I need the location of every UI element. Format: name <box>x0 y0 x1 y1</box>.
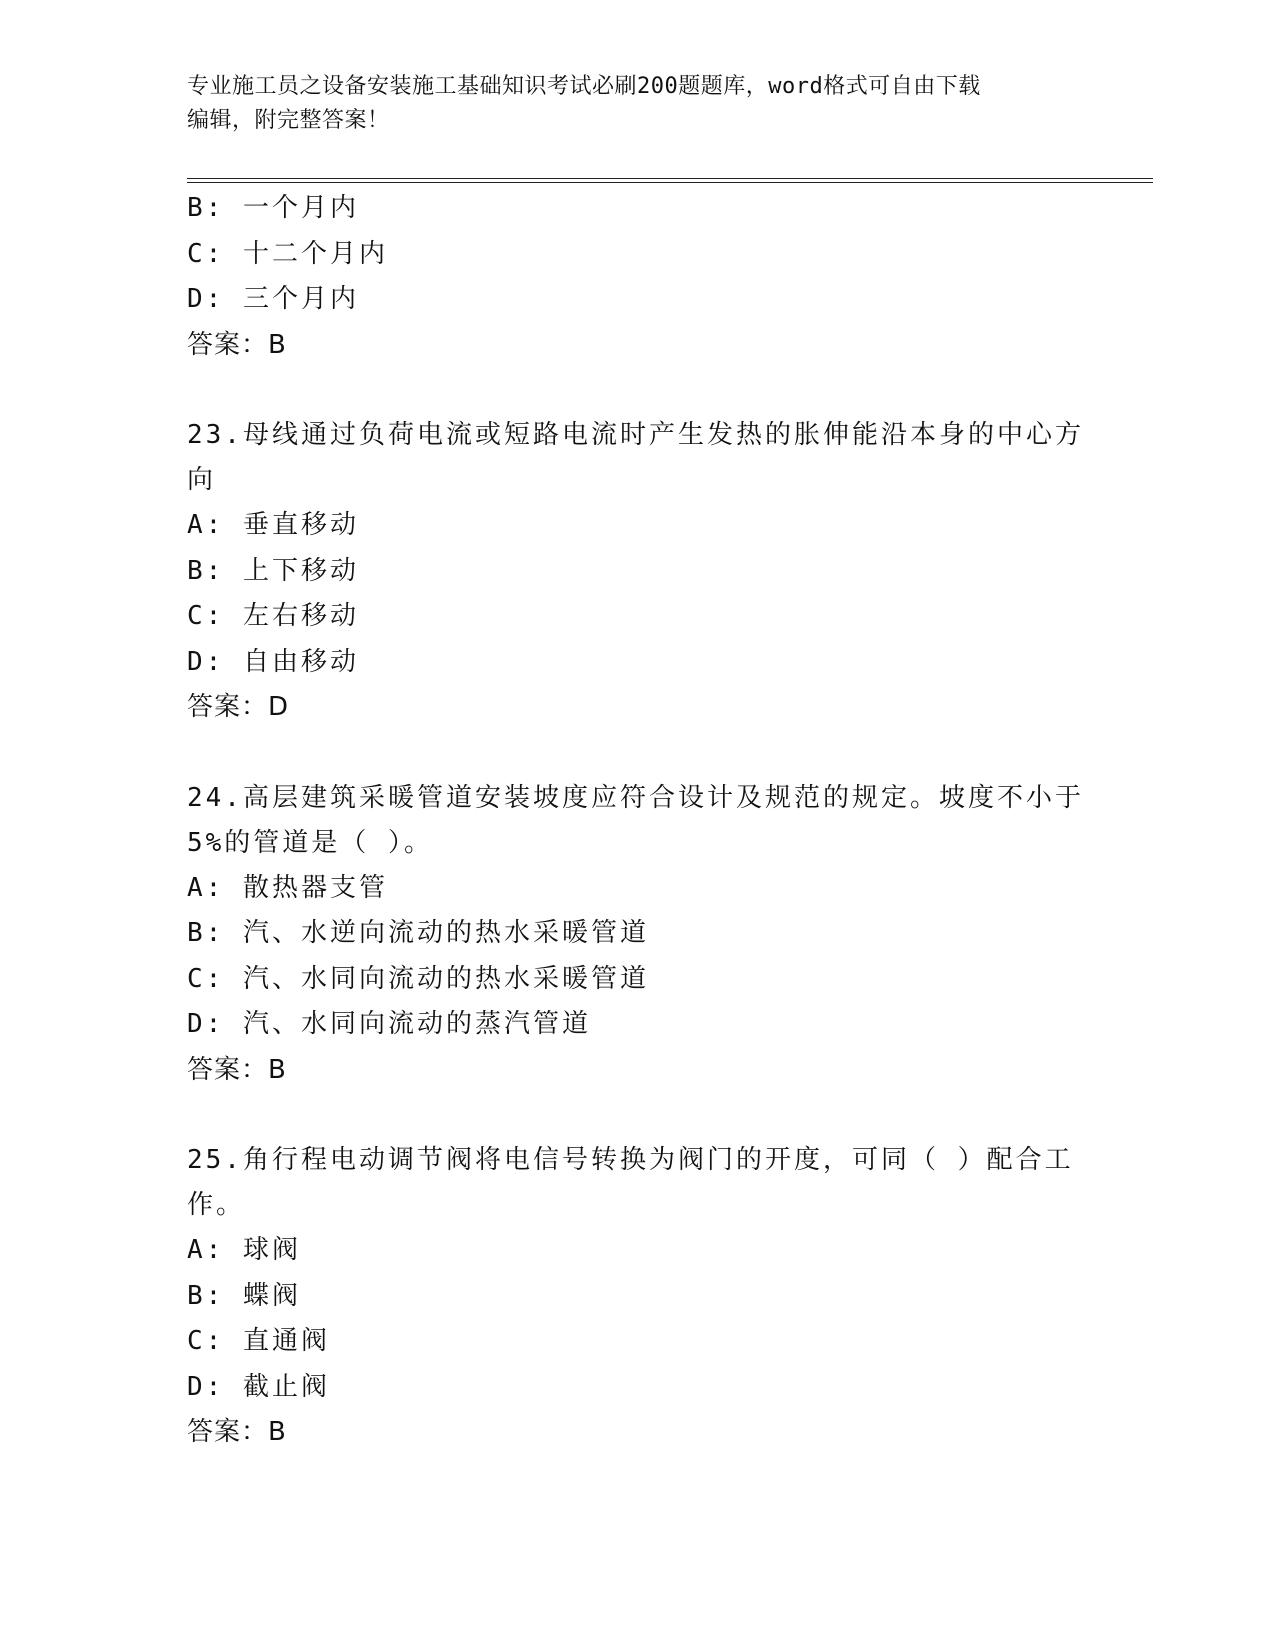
option-c: C: 汽、水同向流动的热水采暖管道 <box>187 963 649 994</box>
question-stem-line: 向 <box>187 465 217 495</box>
option-c: C: 直通阀 <box>187 1326 330 1356</box>
option-d: D: 自由移动 <box>187 646 359 677</box>
question-23 <box>187 413 1087 731</box>
question-22-continued <box>187 186 1087 368</box>
option-c: C: 左右移动 <box>187 601 359 631</box>
option-d: D: 三个月内 <box>187 284 359 314</box>
question-gap <box>187 368 1087 413</box>
question-stem-line: 23.母线通过负荷电流或短路电流时产生发热的胀伸能沿本身的中心方 <box>187 420 1084 450</box>
question-stem <box>187 413 1087 503</box>
question-stem <box>187 1138 1087 1228</box>
question-stem-line: 24.高层建筑采暖管道安装坡度应符合设计及规范的规定。坡度不小于 <box>187 782 1084 813</box>
option-b: B: 上下移动 <box>187 555 359 586</box>
answer: 答案：B <box>187 1054 287 1085</box>
document-header <box>187 70 1067 138</box>
option-a: A: 垂直移动 <box>187 510 359 540</box>
option-d: D: 截止阀 <box>187 1371 330 1402</box>
question-gap <box>187 1093 1087 1138</box>
answer: 答案：D <box>187 692 290 722</box>
option-a: A: 球阀 <box>187 1235 301 1265</box>
header-divider-bottom <box>187 182 1153 183</box>
header-divider-top <box>187 178 1153 179</box>
header-line-2: 编辑，附完整答案！ <box>187 108 390 133</box>
question-gap <box>187 731 1087 776</box>
question-stem-line: 25.角行程电动调节阀将电信号转换为阀门的开度，可同（ ）配合工 <box>187 1145 1074 1175</box>
option-b: B: 一个月内 <box>187 193 359 223</box>
option-d: D: 汽、水同向流动的蒸汽管道 <box>187 1009 591 1039</box>
question-stem-line: 作。 <box>187 1190 246 1220</box>
question-list <box>187 186 1087 1456</box>
question-24 <box>187 776 1087 1094</box>
option-b: B: 蝶阀 <box>187 1280 301 1311</box>
question-25 <box>187 1138 1087 1456</box>
question-stem-line: 5%的管道是（ ）。 <box>187 827 433 858</box>
answer: 答案：B <box>187 1417 287 1447</box>
option-c: C: 十二个月内 <box>187 238 388 269</box>
option-a: A: 散热器支管 <box>187 872 388 903</box>
option-b: B: 汽、水逆向流动的热水采暖管道 <box>187 918 649 948</box>
answer: 答案：B <box>187 329 287 360</box>
question-stem <box>187 776 1087 866</box>
header-line-1: 专业施工员之设备安装施工基础知识考试必刷200题题库，word格式可自由下载 <box>187 74 981 99</box>
